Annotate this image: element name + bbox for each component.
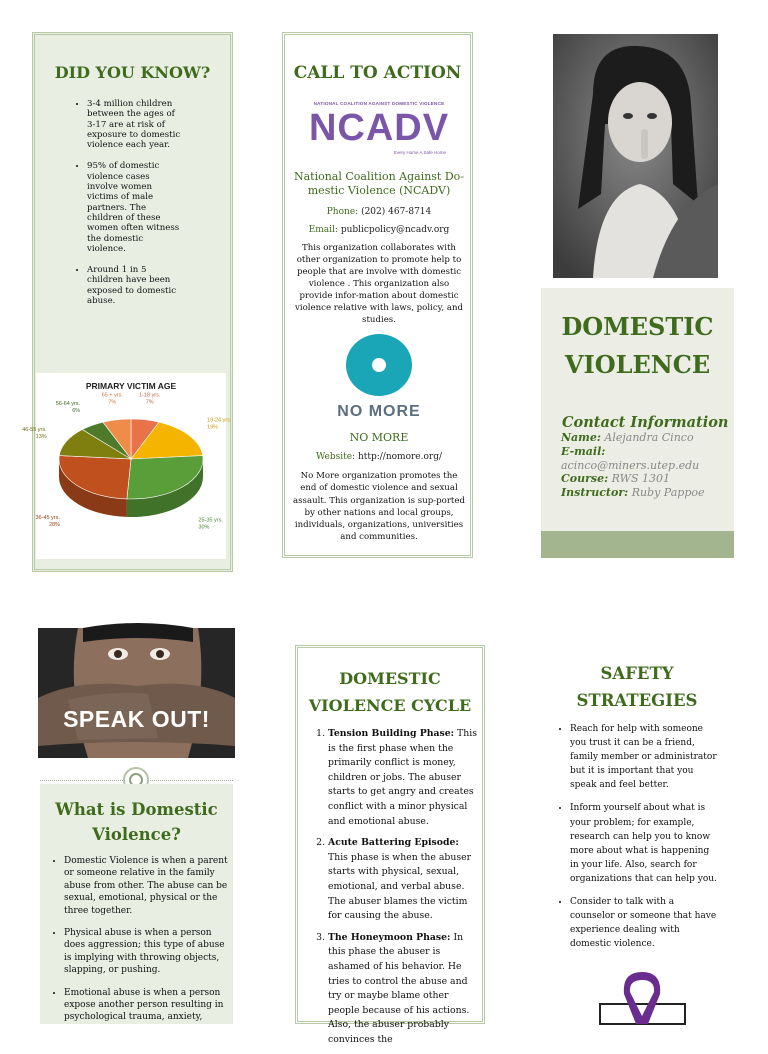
- fact-item: • 3-4 million children between the ages of 3-17 are at risk of exposure to domestic violence each year.: [87, 99, 181, 150]
- pie-slice-percent: 7%: [108, 399, 117, 406]
- cycle-title: [298, 665, 482, 719]
- contact-info: [561, 431, 733, 500]
- ncadv-logo-top: NATIONAL COALITION AGAINST DOMESTIC VIOLENCE: [313, 101, 445, 106]
- what-is-item: • Physical abuse is when a person does aggression; this type of abuse is implying with throwing objects, slapping, or pushing.: [64, 927, 230, 977]
- pie-chart-svg: [22, 373, 232, 559]
- website-link[interactable]: http://nomore.org/: [357, 452, 442, 462]
- fact-item: • 95% of domestic violence cases involve women victims of male partners. The children of these women often witness the domestic violence.: [87, 161, 181, 254]
- pie-slice-label: 25-35 yrs.: [198, 517, 223, 524]
- safety-item: • Consider to talk with a counselor or someone that have experience dealing with domestic violence.: [570, 895, 718, 951]
- facts-list: [69, 99, 181, 317]
- fact-item: • Around 1 in 5 children have been exposed to domestic abuse.: [87, 265, 181, 306]
- call-to-action-title: CALL TO ACTION: [293, 63, 462, 83]
- phase-name: Tension Building Phase:: [328, 728, 455, 739]
- speak-out-photo: [38, 628, 235, 758]
- purple-ribbon-icon: [600, 968, 685, 1024]
- website-label: Website:: [315, 452, 356, 462]
- cover-accent-bar: [541, 531, 734, 558]
- pie-slice-label: 1-18 yrs.: [138, 392, 161, 399]
- phase-name: Acute Battering Episode:: [328, 837, 459, 849]
- course-value: RWS 1301: [611, 472, 671, 486]
- phase-text: This is the first phase when the primarily conflict is money, children or jobs. The abuser starts to get angry and creates conflict with a minor physical and emotional abuse.: [328, 728, 477, 827]
- pie-slice-percent: 6%: [72, 408, 81, 415]
- name-value: Alejandra Cinco: [604, 431, 694, 444]
- org1-name: [289, 170, 469, 198]
- pie-slice-label: 65 + yrs.: [101, 392, 123, 399]
- pie-slice-percent: 28%: [48, 521, 60, 528]
- what-is-list: [46, 855, 230, 1034]
- phase-item: [328, 836, 478, 924]
- contact-heading: Contact Information: [562, 414, 729, 431]
- cover-title-line2: VIOLENCE: [564, 350, 711, 379]
- did-you-know-title: DID YOU KNOW?: [54, 63, 211, 82]
- ncadv-logo-tagline: Every Home A Safe Home: [393, 150, 446, 155]
- cycle-phases-list: [328, 727, 478, 1054]
- pie-slice-label: 19-24 yrs.: [207, 417, 232, 424]
- email-value[interactable]: publicpolicy@ncadv.org: [340, 225, 450, 235]
- instructor-value: Ruby Pappoe: [631, 486, 705, 500]
- speak-out-banner: SPEAK OUT!: [63, 706, 210, 732]
- nomore-logo-text: NO MORE: [337, 403, 421, 420]
- pie-slice-percent: 19%: [207, 424, 219, 431]
- org2-website: [289, 452, 469, 462]
- org1-name-line2: mestic Violence (NCADV): [307, 184, 451, 197]
- pie-slice-label: 36-45 yrs.: [35, 514, 60, 521]
- what-is-title: [40, 797, 233, 847]
- cycle-panel: [295, 645, 485, 1045]
- safety-list: [552, 722, 718, 961]
- instructor-label: Instructor:: [561, 486, 629, 500]
- girl-photo-illustration: [553, 34, 718, 278]
- what-is-panel: [40, 784, 233, 1024]
- safety-title-line1: SAFETY: [600, 664, 674, 683]
- cover-title: [541, 308, 734, 384]
- nomore-circle-icon: [346, 334, 412, 396]
- ncadv-logo-text: NCADV: [308, 107, 450, 149]
- phase-item: [328, 931, 478, 1048]
- safety-title: [537, 660, 737, 714]
- phone-value: (202) 467-8714: [361, 207, 432, 217]
- pie-slice-label: 46-55 yrs.: [22, 426, 47, 433]
- what-is-item: • Emotional abuse is when a person expose another person resulting in psychological trauma, anxiety,: [64, 987, 230, 1024]
- speak-out-illustration: [38, 628, 235, 758]
- pie-slice-label: 56-64 yrs.: [55, 401, 81, 408]
- phone-label: Phone:: [326, 207, 359, 217]
- cover-panel: [541, 288, 734, 558]
- org1-email: [289, 225, 469, 235]
- org1-phone: [289, 207, 469, 217]
- phase-text: This phase is when the abuser starts with physical, sexual, emotional, and verbal abuse. The abuser blames the victim for causing the abuse.: [328, 851, 472, 922]
- org2-description: No More organization promotes the end of domestic violence and sexual assault. This organization is sup-ported by other nations and local groups, individuals, organizations, universities and communities.: [293, 471, 465, 543]
- pie-slice-percent: 7%: [145, 399, 154, 406]
- what-is-title-line2: Violence?: [92, 825, 181, 844]
- girl-photo: [553, 34, 718, 278]
- pie-slice-percent: 30%: [198, 524, 210, 531]
- what-is-item: • Domestic Violence is when a parent or someone relative in the family abuse from other. The abuse can be sexual, emotional, physical or the three together.: [64, 855, 230, 917]
- chart-title: PRIMARY VICTIM AGE: [85, 381, 177, 391]
- email-label: Email:: [308, 225, 338, 235]
- email-value[interactable]: acinco@miners.utep.edu: [561, 458, 700, 472]
- name-label: Name:: [561, 431, 601, 444]
- safety-item: • Reach for help with someone you trust it can be a friend, family member or administrator but it is important that you speak and feel better.: [570, 722, 718, 792]
- what-is-title-line1: What is Domestic: [55, 800, 218, 819]
- pie-slice-percent: 13%: [35, 433, 47, 440]
- ncadv-logo: [306, 101, 452, 163]
- phase-item: [328, 727, 478, 829]
- cover-title-line1: DOMESTIC: [561, 312, 714, 341]
- course-label: Course:: [561, 472, 609, 486]
- safety-item: • Inform yourself about what is your problem; for example, research can help you to know more about what is happening in your life. Also, search for organizations that can help you.: [570, 801, 718, 886]
- cycle-title-line2: VIOLENCE CYCLE: [308, 696, 472, 715]
- victim-age-chart: [22, 373, 232, 559]
- org1-description: This organization collaborates with other organization to promote help to people that are involve with domestic violence . This organization also provide infor-mation about domestic violence relative with laws, policy, and studies.: [295, 243, 463, 325]
- phase-text: In this phase the abuser is ashamed of his behavior. He tries to control the abuse and try or maybe blame other people because of his actions. Also, the abuser probably convinces the: [328, 931, 470, 1045]
- cycle-title-line1: DOMESTIC: [339, 669, 441, 688]
- org1-name-line1: National Coalition Against Do-: [293, 170, 465, 183]
- call-to-action-panel: [282, 32, 473, 558]
- safety-title-line2: STRATEGIES: [576, 691, 698, 710]
- email-label: E-mail:: [561, 444, 606, 458]
- phase-name: The Honeymoon Phase:: [328, 931, 451, 943]
- org2-name: NO MORE: [349, 431, 409, 444]
